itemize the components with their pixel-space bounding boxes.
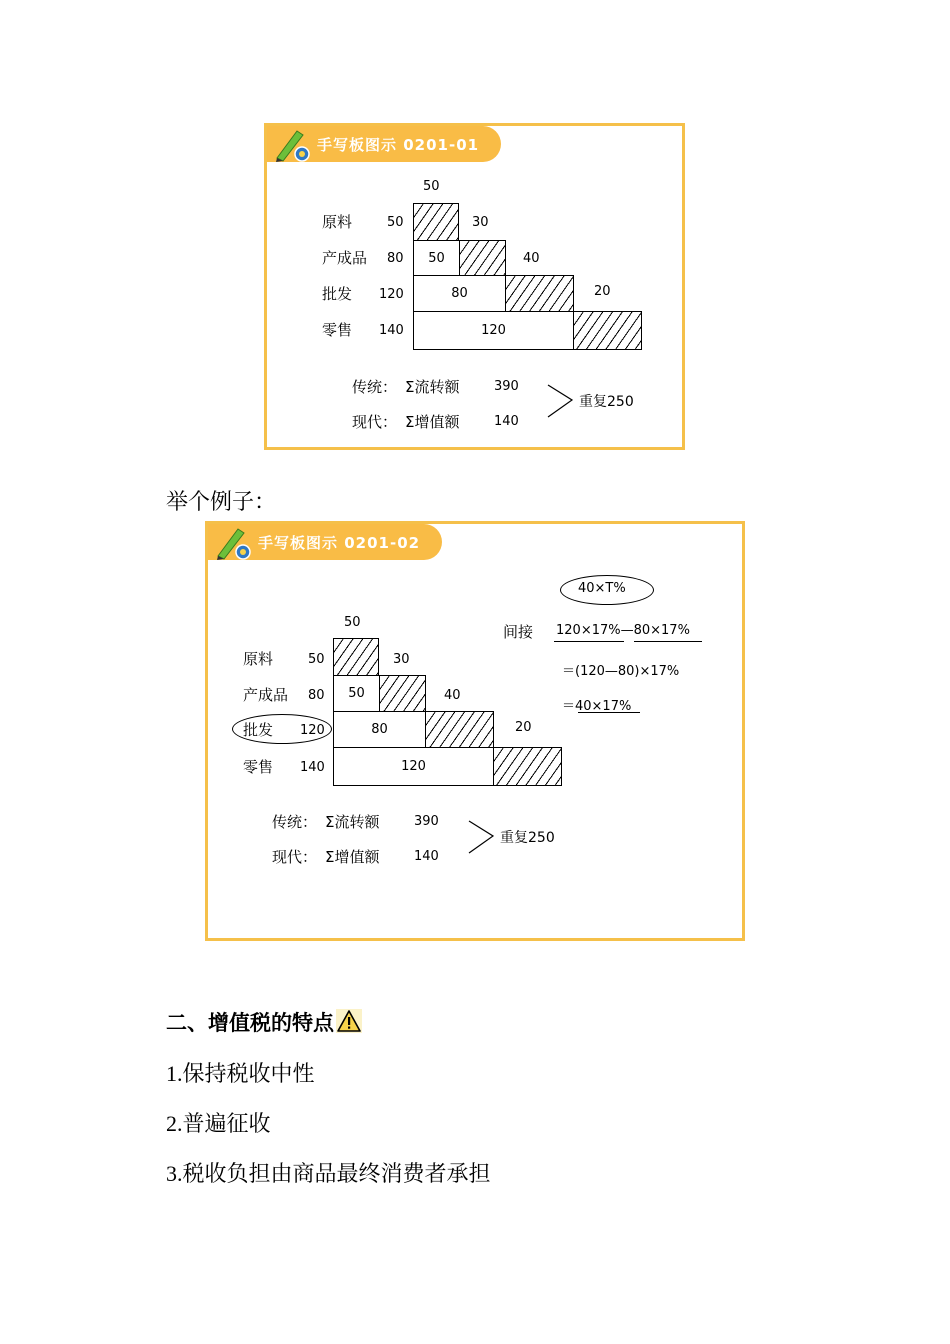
row-label-finished-goods: 产成品 (322, 249, 368, 267)
traditional-sum: Σ流转额 (405, 378, 460, 396)
greater-than-bracket-icon (468, 820, 494, 854)
row-label-wholesale: 批发 (243, 721, 274, 739)
modern-label: 现代： (272, 848, 318, 866)
row-value-retail: 140 (379, 323, 404, 338)
base-cell-row3: 80 (333, 711, 426, 748)
row-label-raw-material: 原料 (243, 650, 274, 668)
row-value-raw-material: 50 (308, 652, 325, 667)
modern-label: 现代： (352, 413, 398, 431)
hatched-cell-row4 (573, 311, 642, 350)
base-cell-row2: 50 (413, 240, 460, 276)
increment-3: 20 (515, 720, 532, 735)
circled-formula: 40×T% (578, 581, 626, 596)
indirect-label: 间接 (503, 623, 534, 641)
row-value-finished-goods: 80 (387, 251, 404, 266)
row-label-wholesale: 批发 (322, 285, 353, 303)
hatched-cell-row1 (333, 638, 379, 676)
figure-2-title-tab (208, 524, 442, 560)
base-cell-row4: 120 (333, 747, 494, 786)
hatched-cell-row4 (493, 747, 562, 786)
modern-sum: Σ增值额 (325, 848, 380, 866)
pencil-icon (273, 128, 311, 162)
traditional-value: 390 (494, 379, 519, 394)
row-value-retail: 140 (300, 760, 325, 775)
pencil-icon (214, 526, 252, 560)
list-item: 3.税收负担由商品最终消费者承担 (166, 1161, 491, 1186)
increment-3: 20 (594, 284, 611, 299)
row-label-raw-material: 原料 (322, 213, 353, 231)
row-value-wholesale: 120 (379, 287, 404, 302)
traditional-label: 传统： (352, 378, 398, 396)
hatched-cell-row3 (425, 711, 494, 748)
formula-line-2: ＝(120—80)×17% (562, 664, 680, 679)
section-heading (166, 1007, 362, 1037)
warning-triangle-icon (336, 1009, 362, 1033)
example-heading: 举个例子： (166, 489, 277, 514)
increment-2: 40 (523, 251, 540, 266)
formula-underline-3 (578, 712, 640, 713)
top-value: 50 (344, 615, 361, 630)
formula-line-1: 120×17%—80×17% (556, 623, 690, 638)
whiteboard-figure-1 (264, 123, 685, 450)
increment-1: 30 (393, 652, 410, 667)
modern-value: 140 (414, 849, 439, 864)
list-item: 1.保持税收中性 (166, 1061, 315, 1086)
row-value-wholesale: 120 (300, 723, 325, 738)
repeat-value: 重复250 (579, 394, 634, 410)
increment-1: 30 (472, 215, 489, 230)
row-value-finished-goods: 80 (308, 688, 325, 703)
figure-1-title-tab (267, 126, 501, 162)
figure-2-title: 手写板图示 0201-02 (258, 533, 421, 552)
base-cell-row3: 80 (413, 275, 506, 312)
row-label-retail: 零售 (322, 321, 353, 339)
row-label-finished-goods: 产成品 (243, 686, 289, 704)
traditional-value: 390 (414, 814, 439, 829)
repeat-value: 重复250 (500, 830, 555, 846)
modern-sum: Σ增值额 (405, 413, 460, 431)
top-value: 50 (423, 179, 440, 194)
traditional-sum: Σ流转额 (325, 813, 380, 831)
hatched-cell-row1 (413, 203, 459, 241)
figure-1-title: 手写板图示 0201-01 (317, 135, 480, 154)
increment-2: 40 (444, 688, 461, 703)
formula-underline-1 (554, 641, 624, 642)
section-heading-text: 二、增值税的特点 (166, 1011, 334, 1035)
row-label-retail: 零售 (243, 758, 274, 776)
whiteboard-figure-2 (205, 521, 745, 941)
row-value-raw-material: 50 (387, 215, 404, 230)
hatched-cell-row3 (505, 275, 574, 312)
formula-line-3: ＝40×17% (562, 699, 632, 714)
list-item: 2.普遍征收 (166, 1111, 271, 1136)
traditional-label: 传统： (272, 813, 318, 831)
greater-than-bracket-icon (547, 384, 573, 418)
modern-value: 140 (494, 414, 519, 429)
hatched-cell-row2 (459, 240, 506, 276)
hatched-cell-row2 (379, 675, 426, 712)
base-cell-row2: 50 (333, 675, 380, 712)
base-cell-row4: 120 (413, 311, 574, 350)
formula-underline-2 (634, 641, 702, 642)
